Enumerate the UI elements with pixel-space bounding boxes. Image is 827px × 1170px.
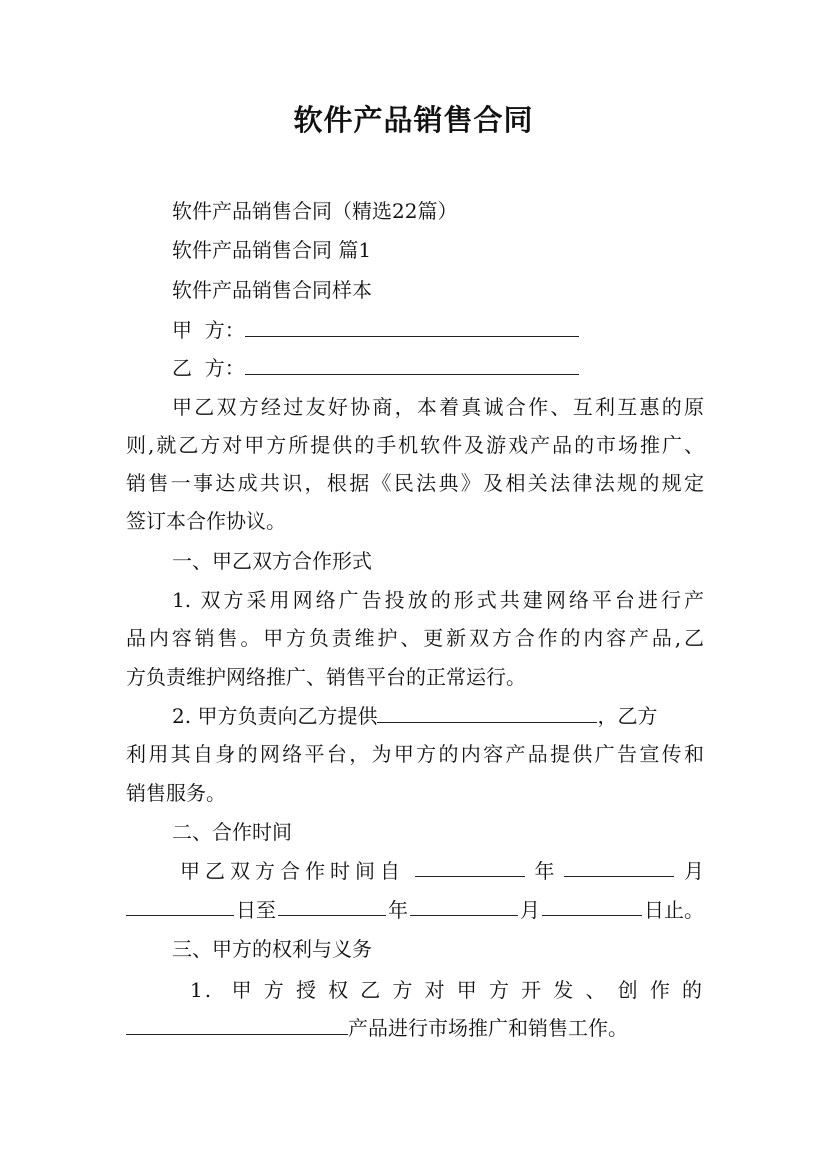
time-blank [564, 858, 674, 877]
paragraph-line: 签订本合作协议。 [126, 509, 286, 533]
time-blank [410, 897, 518, 916]
time-year: 年 [388, 898, 408, 922]
rights-line: 1. 甲方授权乙方对甲方开发、创作的 [190, 978, 704, 1002]
rights-blank [126, 1016, 348, 1035]
party-a-line [172, 317, 704, 343]
paragraph-line: 甲乙双方经过友好协商，本着真诚合作、互利互惠的原 [172, 395, 704, 419]
clause-2-blank [377, 704, 597, 723]
clause-line: 方负责维护网络推广、销售平台的正常运行。 [126, 665, 526, 689]
party-b-blank [245, 356, 579, 375]
section-3-heading: 三、甲方的权利与义务 [172, 937, 372, 961]
time-line-2 [126, 897, 704, 923]
party-b-label: 乙 方： [172, 356, 245, 380]
time-year: 年 [534, 859, 555, 883]
rights-line-2 [126, 1015, 704, 1041]
time-line-1 [180, 858, 704, 884]
party-a-label: 甲 方： [172, 318, 245, 342]
time-blank [126, 897, 234, 916]
time-month: 月 [684, 859, 704, 883]
rights-text: 产品进行市场推广和销售工作。 [348, 1016, 628, 1040]
clause-line: 销售服务。 [126, 781, 226, 805]
party-a-blank [245, 318, 579, 337]
time-day-to: 日至 [236, 898, 276, 922]
time-text: 甲乙双方合作时间自 [180, 859, 405, 883]
section-1-heading: 一、甲乙双方合作形式 [172, 549, 372, 573]
subtitle-line: 软件产品销售合同（精选22篇） [172, 199, 458, 223]
time-blank [278, 897, 386, 916]
document-title: 软件产品销售合同 [293, 103, 534, 137]
clause-2-line [172, 703, 704, 729]
paragraph-line: 则,就乙方对甲方所提供的手机软件及游戏产品的市场推广、 [126, 433, 704, 457]
time-month: 月 [520, 898, 540, 922]
clause-line: 1. 双方采用网络广告投放的形式共建网络平台进行产 [172, 588, 704, 612]
clause-line: 品内容销售。甲方负责维护、更新双方合作的内容产品,乙 [126, 626, 704, 650]
sample-heading: 软件产品销售合同样本 [172, 278, 372, 302]
section-2-heading: 二、合作时间 [172, 820, 292, 844]
time-day-end: 日止。 [644, 898, 704, 922]
section-heading: 软件产品销售合同 篇1 [172, 238, 372, 262]
party-b-line [172, 355, 704, 381]
clause-line: 利用其自身的网络平台，为甲方的内容产品提供广告宣传和 [126, 742, 704, 766]
clause-2-tail: ，乙方 [597, 704, 658, 728]
time-blank [542, 897, 642, 916]
clause-2-text: 2. 甲方负责向乙方提供 [172, 704, 378, 728]
paragraph-line: 销售一事达成共识，根据《民法典》及相关法律法规的规定 [126, 471, 704, 495]
time-blank [415, 858, 525, 877]
